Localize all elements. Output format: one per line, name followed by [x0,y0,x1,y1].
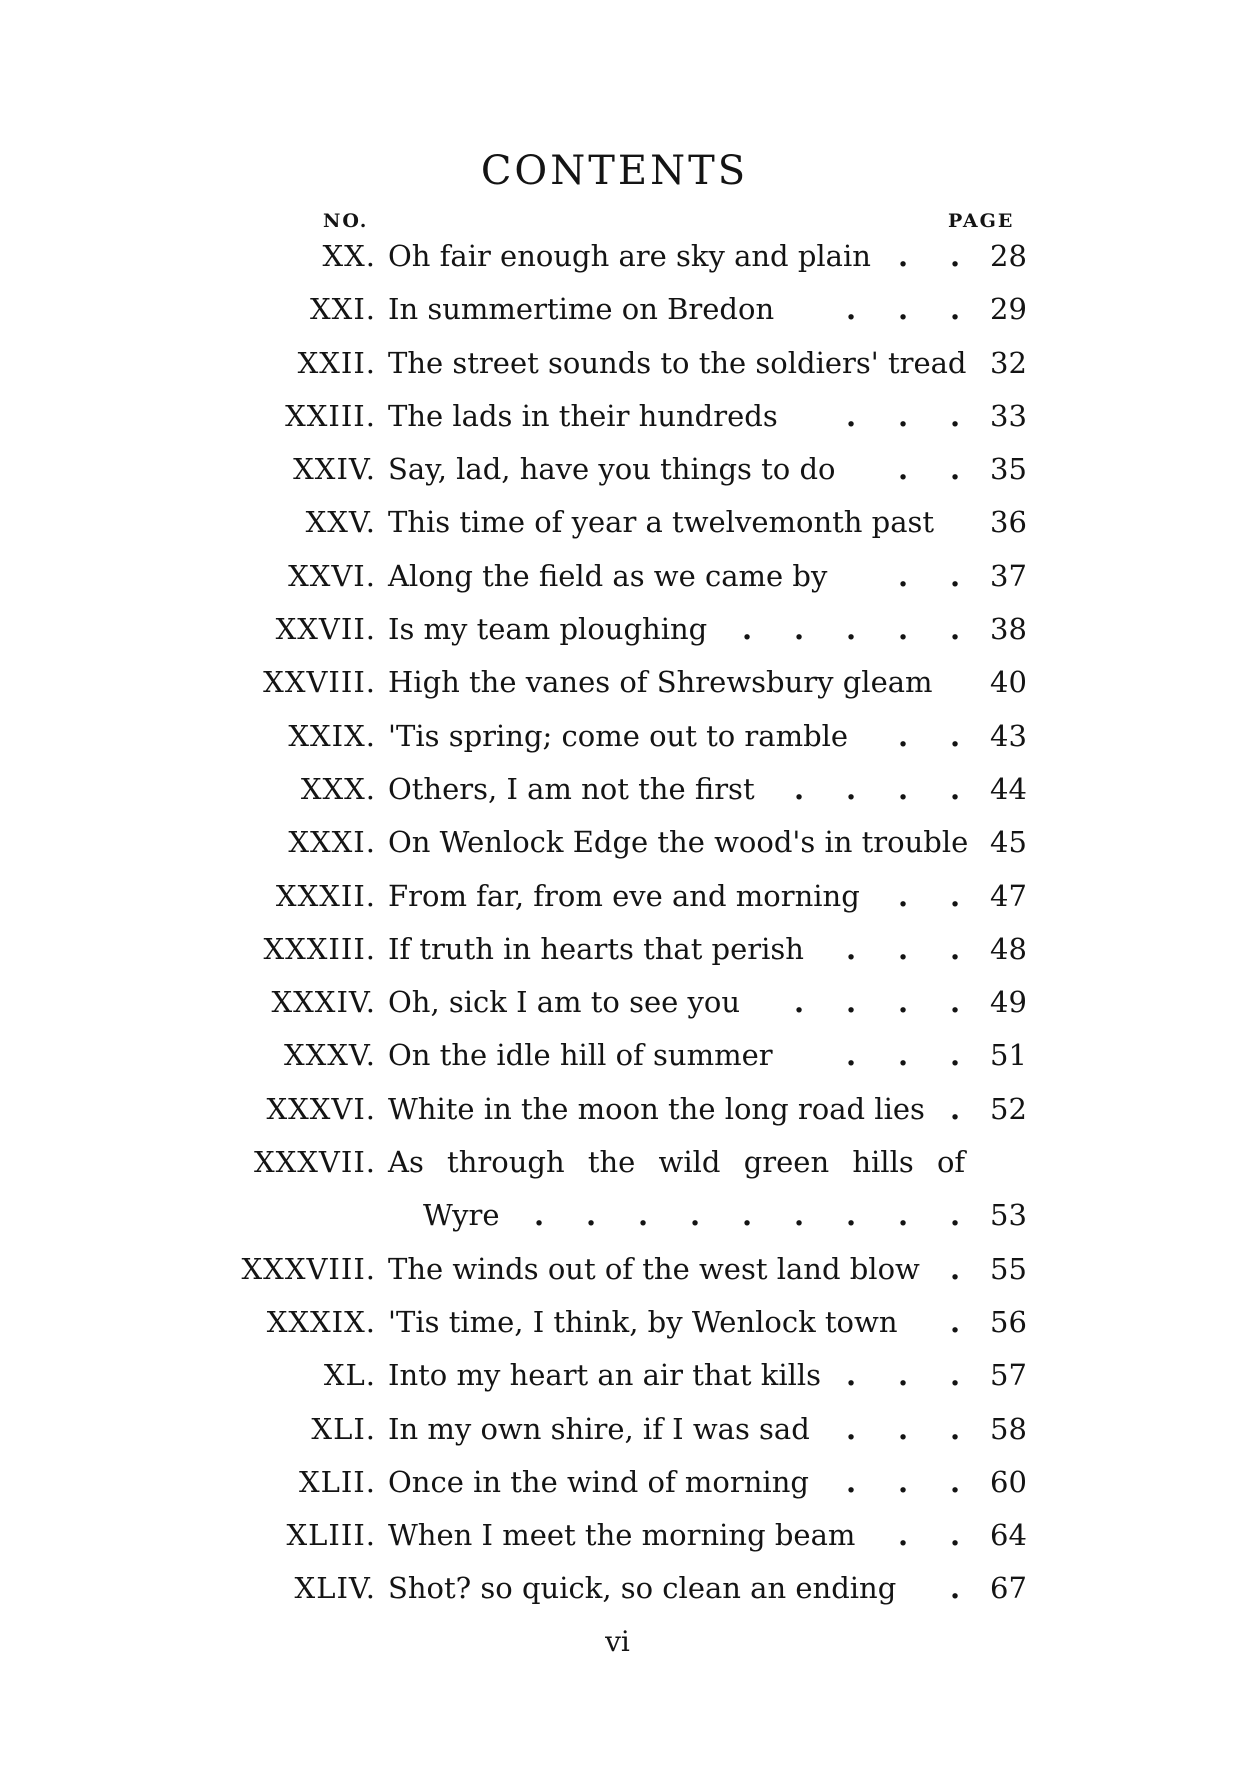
poem-number: XXI. [310,292,376,327]
contents-row [0,496,1259,549]
leader-dot: . [950,1198,961,1233]
page-number: 29 [990,292,1027,327]
leader-dot: . [898,878,909,913]
leader-dot: . [898,985,909,1020]
leader-dot: . [950,452,961,487]
leader-dot: . [950,771,961,806]
contents-row [0,337,1259,390]
poem-number: XXIII. [285,398,376,433]
page-number: 57 [990,1358,1027,1393]
contents-row [0,816,1259,869]
leader-dot: . [846,1038,857,1073]
poem-number: XXVIII. [263,665,376,700]
leader-dot: . [846,931,857,966]
leader-dot: . [898,398,909,433]
leader-dot: . [846,1464,857,1499]
leader-dot: . [794,985,805,1020]
leader-dot: . [950,292,961,327]
leader-dot: . [898,612,909,647]
leader-dot: . [742,1198,753,1233]
leader-dot: . [898,1358,909,1393]
page-title: CONTENTS [480,148,749,194]
poem-title: This time of year a twelvemonth past [388,505,935,540]
leader-dot: . [950,1038,961,1073]
page-number: 44 [990,771,1027,806]
leader-dot: . [898,452,909,487]
contents-row [0,1349,1259,1402]
poem-number: XXXIV. [271,985,376,1020]
contents-row [0,1403,1259,1456]
leader-dot: . [846,1358,857,1393]
poem-title: Say, lad, have you things to do [388,452,836,487]
poem-title: On Wenlock Edge the wood's in trouble [388,825,969,860]
page-number: 49 [990,985,1027,1020]
leader-dot: . [794,612,805,647]
page-number: 36 [990,505,1027,540]
poem-number: XXIX. [288,718,376,753]
poem-number: XLIV. [294,1571,376,1606]
contents-row [0,656,1259,709]
page-number: 52 [990,1091,1027,1126]
poem-title: From far, from eve and morning [388,878,860,913]
leader-dot: . [898,718,909,753]
leader-dot: . [690,1198,701,1233]
poem-title: The street sounds to the soldiers' tread [388,345,967,380]
contents-row [0,976,1259,1029]
page-column-header: PAGE [948,210,1015,232]
contents-row [0,870,1259,923]
page-number: 33 [990,398,1027,433]
contents-row [0,1136,1259,1189]
leader-dot: . [846,398,857,433]
contents-row [0,443,1259,496]
page-number: 67 [990,1571,1027,1606]
leader-dot: . [950,718,961,753]
poem-number: XXXIX. [266,1304,376,1339]
poem-title: 'Tis time, I think, by Wenlock town [388,1304,898,1339]
poem-number: XXXVI. [266,1091,376,1126]
poem-title: White in the moon the long road lies [388,1091,925,1126]
number-column-header: NO. [323,210,369,232]
leader-dot: . [898,1518,909,1553]
poem-title: When I meet the morning beam [388,1518,856,1553]
poem-number: XXV. [305,505,376,540]
contents-row [0,390,1259,443]
poem-number: XXXI. [288,825,376,860]
leader-dot: . [950,931,961,966]
poem-number: XXXIII. [263,931,376,966]
page-number: 60 [990,1464,1027,1499]
page-number: 40 [990,665,1027,700]
leader-dot: . [950,1358,961,1393]
contents-row [0,923,1259,976]
poem-title: On the idle hill of summer [388,1038,773,1073]
leader-dot: . [898,1038,909,1073]
leader-dot: . [846,292,857,327]
leader-dot: . [846,612,857,647]
leader-dot: . [898,239,909,273]
leader-dot: . [898,558,909,593]
leader-dot: . [898,771,909,806]
page-number: 53 [990,1198,1027,1233]
poem-number: XXVI. [288,558,376,593]
leader-dot: . [898,1411,909,1446]
contents-row [0,1456,1259,1509]
poem-number: XXXVII. [253,1145,376,1180]
leader-dot: . [950,398,961,433]
poem-title: Shot? so quick, so clean an ending [388,1571,897,1606]
poem-title: If truth in hearts that perish [388,931,804,966]
page-number: 37 [990,558,1027,593]
page-number: 64 [990,1518,1027,1553]
leader-dot: . [534,1198,545,1233]
leader-dot: . [898,1198,909,1233]
page-number: 43 [990,718,1027,753]
page-number: 51 [990,1038,1027,1073]
contents-row [0,1243,1259,1296]
leader-dot: . [794,771,805,806]
contents-row [0,763,1259,816]
leader-dot: . [846,985,857,1020]
page-number: 32 [990,345,1027,380]
page-number: 55 [990,1251,1027,1286]
page-number: 38 [990,612,1027,647]
page-number: 48 [990,931,1027,966]
page-number: 35 [990,452,1027,487]
page-folio: vi [605,1625,630,1658]
poem-title: Oh fair enough are sky and plain [388,239,871,273]
page-number: 56 [990,1304,1027,1339]
leader-dot: . [846,1411,857,1446]
poem-number: XXXVIII. [241,1251,376,1286]
poem-title: Along the field as we came by [388,558,828,593]
leader-dot: . [950,878,961,913]
page-number: 28 [990,239,1027,273]
leader-dot: . [950,612,961,647]
poem-title: The lads in their hundreds [388,398,778,433]
poem-number: XXIV. [293,452,376,487]
leader-dot: . [846,771,857,806]
leader-dot: . [742,612,753,647]
leader-dot: . [898,1464,909,1499]
leader-dot: . [950,1251,961,1286]
poem-title: High the vanes of Shrewsbury gleam [388,665,933,700]
contents-row-continuation [0,1189,1259,1242]
contents-row [0,1509,1259,1562]
poem-number: XL. [323,1358,376,1393]
leader-dot: . [950,239,961,273]
poem-title: Into my heart an air that kills [388,1358,822,1393]
leader-dot: . [898,931,909,966]
leader-dot: . [950,1091,961,1126]
page-number: 47 [990,878,1027,913]
poem-number: XX. [322,239,376,273]
leader-dot: . [950,1304,961,1339]
contents-row [0,1029,1259,1082]
contents-row [0,603,1259,656]
contents-row [0,550,1259,603]
poem-title: The winds out of the west land blow [388,1251,920,1286]
contents-row [0,1562,1259,1615]
poem-number: XXXV. [283,1038,376,1073]
poem-number: XLI. [311,1411,376,1446]
poem-title: In summertime on Bredon [388,292,775,327]
poem-title: Oh, sick I am to see you [388,985,741,1020]
leader-dot: . [794,1198,805,1233]
leader-dot: . [950,1518,961,1553]
leader-dot: . [846,1198,857,1233]
poem-number: XXX. [300,771,376,806]
poem-number: XLIII. [286,1518,376,1553]
contents-row [0,1296,1259,1349]
poem-title-continuation: Wyre [423,1198,500,1233]
contents-row [0,230,1259,283]
leader-dot: . [898,292,909,327]
poem-number: XLII. [298,1464,376,1499]
leader-dot: . [950,558,961,593]
poem-title: As through the wild green hills of [388,1145,966,1180]
leader-dot: . [950,1464,961,1499]
poem-title: In my own shire, if I was sad [388,1411,810,1446]
poem-title: Once in the wind of morning [388,1464,809,1499]
poem-number: XXXII. [275,878,376,913]
leader-dot: . [950,1411,961,1446]
contents-row [0,1083,1259,1136]
contents-row [0,710,1259,763]
poem-title: 'Tis spring; come out to ramble [388,718,849,753]
leader-dot: . [586,1198,597,1233]
contents-list [0,230,1259,1616]
page-number: 45 [990,825,1027,860]
contents-row [0,283,1259,336]
leader-dot: . [950,1571,961,1606]
poem-number: XXII. [297,345,376,380]
poem-title: Others, I am not the first [388,771,755,806]
poem-title: Is my team ploughing [388,612,708,647]
leader-dot: . [638,1198,649,1233]
leader-dot: . [950,985,961,1020]
poem-number: XXVII. [275,612,376,647]
page-number: 58 [990,1411,1027,1446]
